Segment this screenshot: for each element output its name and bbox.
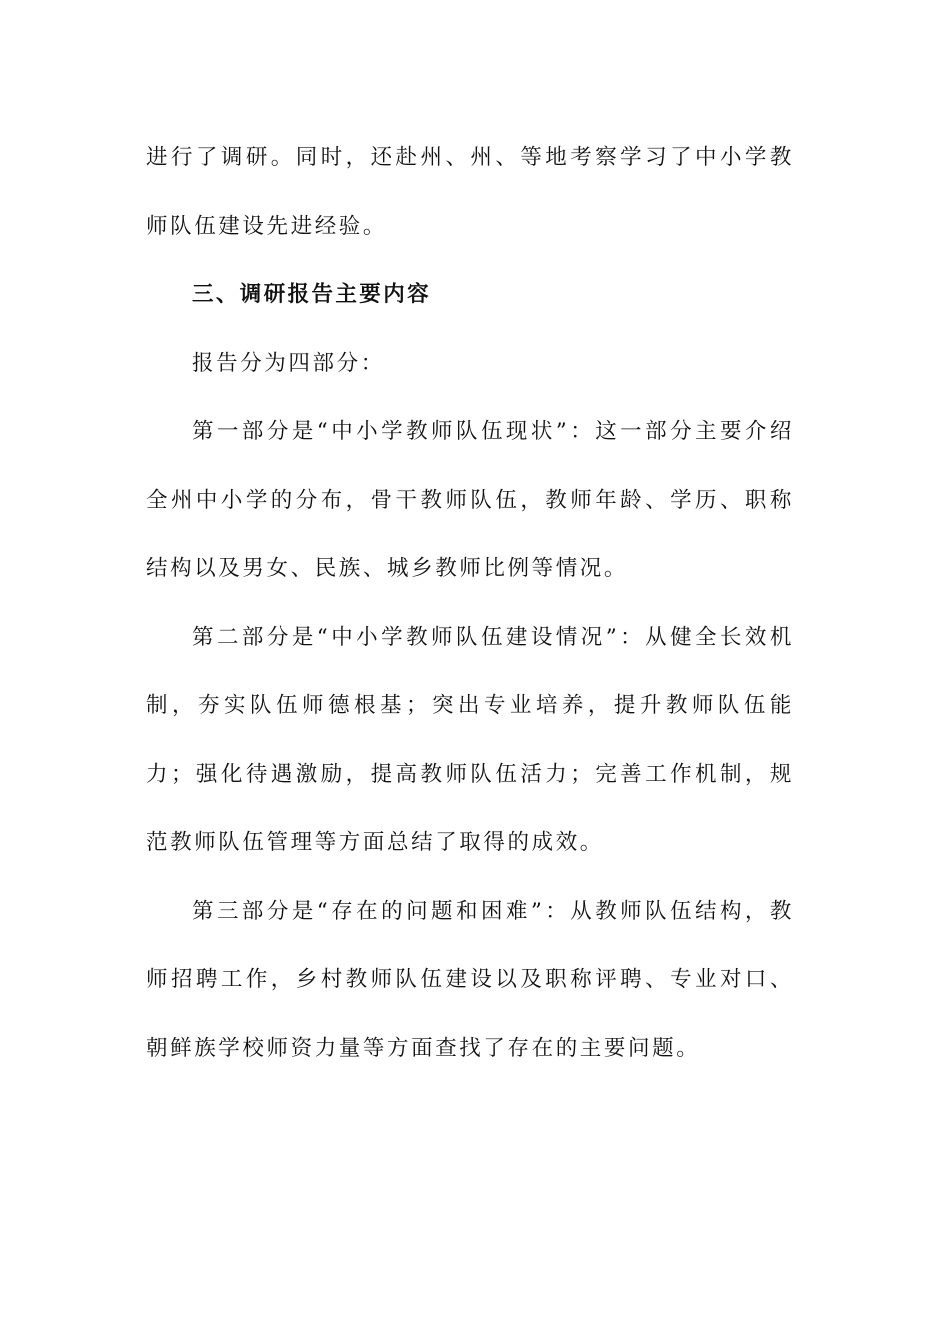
paragraph-report-parts: 报告分为四部分： xyxy=(192,350,385,376)
paragraph-research-intro: 进行了调研。同时，还赴州、州、等地考察学习了中小学教师队伍建设先进经验。 xyxy=(146,145,794,239)
paragraph-part-three: 第三部分是“存在的问题和困难”：从教师队伍结构，教师招聘工作，乡村教师队伍建设以及职称评聘、专业对口、朝鲜族学校师资力量等方面查找了存在的主要问题。 xyxy=(146,898,794,1061)
section-heading-report-content: 三、调研报告主要内容 xyxy=(192,282,432,307)
paragraph-part-two: 第二部分是“中小学教师队伍建设情况”：从健全长效机制，夯实队伍师德根基；突出专业培养，提升教师队伍能力；强化待遇激励，提高教师队伍活力；完善工作机制，规范教师队伍管理等方面总结了取得的成效。 xyxy=(146,624,794,855)
paragraph-part-one: 第一部分是“中小学教师队伍现状”：这一部分主要介绍全州中小学的分布，骨干教师队伍，教师年龄、学历、职称结构以及男女、民族、城乡教师比例等情况。 xyxy=(146,419,794,581)
document-body xyxy=(146,124,794,1083)
